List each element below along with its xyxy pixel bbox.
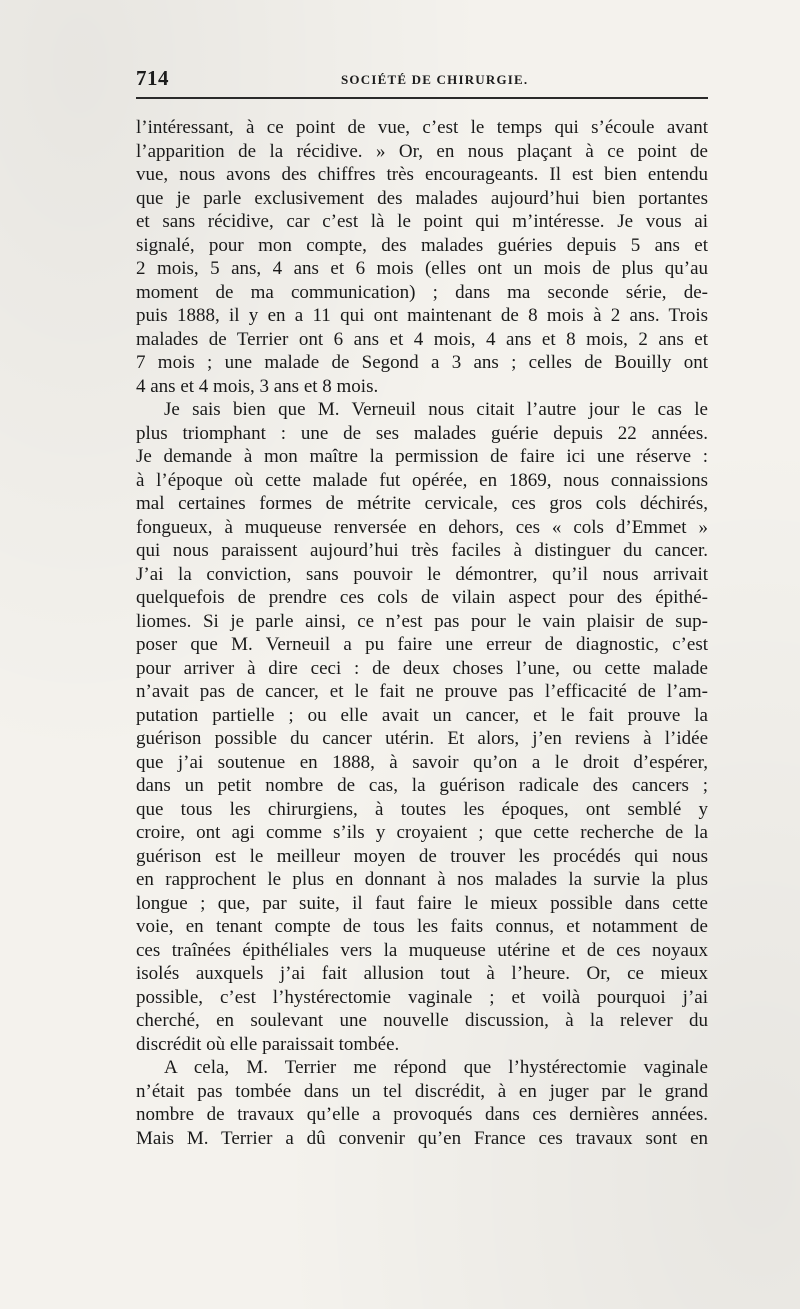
- text-line: 4 ans et 4 mois, 3 ans et 8 mois.: [136, 375, 379, 397]
- text-line: qui nous paraissent aujourd’hui très faciles à distinguer du cancer.: [136, 540, 708, 561]
- text-line: et sans récidive, car c’est là le point qui m’intéresse. Je vous ai: [136, 211, 708, 232]
- text-line: discrédit où elle paraissait tombée.: [136, 1033, 400, 1055]
- text-line: poser que M. Verneuil a pu faire une erreur de diagnostic, c’est: [136, 634, 708, 655]
- text-line: Mais M. Terrier a dû convenir qu’en France ces travaux sont en: [136, 1127, 708, 1149]
- text-line: putation partielle ; ou elle avait un cancer, et le fait prouve la: [136, 704, 708, 726]
- page-header: [136, 64, 708, 94]
- text-line: croire, ont agi comme s’ils y croyaient ; que cette recherche de la: [136, 822, 708, 843]
- text-line: l’apparition de la récidive. » Or, en nous plaçant à ce point de: [136, 140, 708, 162]
- text-line: ces traînées épithéliales vers la muqueuse utérine et de ces noyaux: [136, 939, 708, 961]
- text-line: que tous les chirurgiens, à toutes les époques, ont semblé y: [136, 798, 708, 820]
- text-line: malades de Terrier ont 6 ans et 4 mois, 4 ans et 8 mois, 2 ans et: [136, 328, 708, 350]
- text-line: fongueux, à muqueuse renversée en dehors, ces « cols d’Emmet »: [136, 516, 708, 538]
- text-line: nombre de travaux qu’elle a provoqués dans ces dernières années.: [136, 1104, 708, 1125]
- text-line: dans un petit nombre de cas, la guérison radicale des cancers ;: [136, 775, 708, 796]
- text-line: longue ; que, par suite, il faut faire le mieux possible dans cette: [136, 892, 708, 914]
- text-line: J’ai la conviction, sans pouvoir le démontrer, qu’il nous arrivait: [136, 563, 708, 585]
- text-line: moment de ma communication) ; dans ma seconde série, de-: [136, 281, 708, 303]
- text-line: 7 mois ; une malade de Segond a 3 ans ; celles de Bouilly ont: [136, 352, 708, 373]
- text-line: puis 1888, il y en a 11 qui ont maintenant de 8 mois à 2 ans. Trois: [136, 305, 708, 326]
- text-line: Je sais bien que M. Verneuil nous citait l’autre jour le cas le: [164, 399, 708, 420]
- text-line: cherché, en soulevant une nouvelle discussion, à la relever du: [136, 1010, 708, 1031]
- text-line: vue, nous avons des chiffres très encourageants. Il est bien entendu: [136, 164, 708, 185]
- text-line: 2 mois, 5 ans, 4 ans et 6 mois (elles ont un mois de plus qu’au: [136, 258, 708, 279]
- page-number: 714: [136, 66, 169, 90]
- header-rule: [136, 97, 708, 99]
- text-line: Je demande à mon maître la permission de faire ici une réserve :: [136, 446, 708, 467]
- text-line: n’avait pas de cancer, et le fait ne prouve pas l’efficacité de l’am-: [136, 681, 708, 702]
- text-line: plus triomphant : une de ses malades guérie depuis 22 années.: [136, 422, 708, 444]
- text-line: en rapprochent le plus en donnant à nos malades la survie la plus: [136, 869, 708, 890]
- text-line: guérison possible du cancer utérin. Et alors, j’en reviens à l’idée: [136, 728, 708, 749]
- text-line: que j’ai soutenue en 1888, à savoir qu’on a le droit d’espérer,: [136, 751, 708, 773]
- text-line: mal certaines formes de métrite cervicale, ces gros cols déchirés,: [136, 493, 708, 514]
- text-line: A cela, M. Terrier me répond que l’hystérectomie vaginale: [164, 1057, 708, 1078]
- text-line: liomes. Si je parle ainsi, ce n’est pas pour le vain plaisir de sup-: [136, 610, 708, 632]
- text-line: voie, en tenant compte de tous les faits connus, et notamment de: [136, 916, 708, 937]
- text-line: n’était pas tombée dans un tel discrédit, à en juger par le grand: [136, 1080, 708, 1102]
- running-title: SOCIÉTÉ DE CHIRURGIE.: [341, 72, 529, 87]
- text-line: que je parle exclusivement des malades aujourd’hui bien portantes: [136, 187, 708, 209]
- text-line: à l’époque où cette malade fut opérée, en 1869, nous connaissions: [136, 469, 708, 491]
- text-line: possible, c’est l’hystérectomie vaginale ; et voilà pourquoi j’ai: [136, 986, 708, 1008]
- text-line: signalé, pour mon compte, des malades guéries depuis 5 ans et: [136, 234, 708, 256]
- text-line: l’intéressant, à ce point de vue, c’est le temps qui s’écoule avant: [136, 117, 708, 138]
- text-line: pour arriver à dire ceci : de deux choses l’une, ou cette malade: [136, 657, 708, 679]
- text-line: isolés auxquels j’ai fait allusion tout à l’heure. Or, ce mieux: [136, 963, 708, 984]
- text-line: guérison est le meilleur moyen de trouver les procédés qui nous: [136, 845, 708, 867]
- text-line: quelquefois de prendre ces cols de vilain aspect pour des épithé-: [136, 587, 708, 608]
- body-text: [136, 116, 708, 1150]
